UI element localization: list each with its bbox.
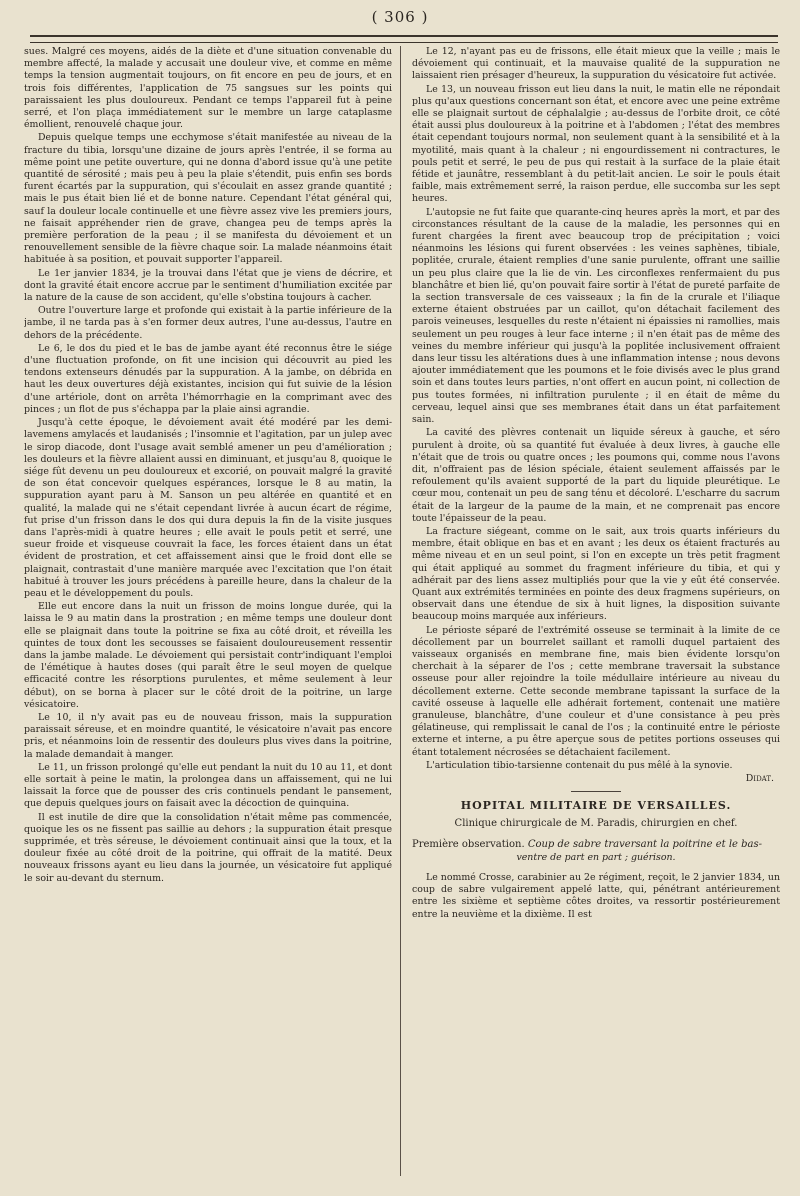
paragraph: Le 1er janvier 1834, je la trouvai dans l'état que je viens de décrire, et dont la gravité était encore accrue par le sentiment d'humiliation excitée par la nature de la cause de son accident, qu'elle s'obstina toujours à cacher. xyxy=(24,267,392,304)
paragraph: La cavité des plèvres contenait un liquide séreux à gauche, et séro purulent à droite, où sa quantité fut évaluée à deux livres, à gauche elle n'était que de trois ou quatre onces ; les poumons qui, comme nous l'avons dit, n'offraient pas de lésion spéciale, étaient seulement affaissés par le refoulement qu'ils avaient supporté de la part du liquide pleurétique. Le cœur mou, contenait un peu de sang ténu et décoloré. L'escharre du sacrum était de la largeur de la paume de la main, et ne comprenait pas encore toute l'épaisseur de la peau. xyxy=(412,427,780,524)
paragraph: Outre l'ouverture large et profonde qui existait à la partie inférieure de la jambe, il ne tarda pas à s'en former deux autres, l'une au-dessus, l'autre en dehors de la précédente. xyxy=(24,305,392,341)
observation-title: Coup de sabre traversant la poitrine et le bas- xyxy=(527,838,762,850)
signature: Didat. xyxy=(745,772,774,784)
paragraph: Le 12, n'ayant pas eu de frissons, elle était mieux que la veille ; mais le dévoiement qui continuait, et la mauvaise qualité de la suppuration ne laissaient rien présager d'heureux, la suppuration du vésicatoire fut activée. xyxy=(412,46,780,82)
paragraph: La fracture siégeant, comme on le sait, aux trois quarts inférieurs du membre, était oblique en bas et en avant ; les deux os étaient fracturés au même niveau et en un seul point, si l'on en excepte un très petit fragment qui était appliqué au sommet du fragment inférieure du tibia, et qui y adhérait par des liens assez multipliés pour que la vie y eût été conservée. Quant aux extrémités terminées en pointe des deux fragmens supérieurs, on observait dans une étendue de six à huit lignes, la disposition suivante beaucoup moins marquée aux inférieurs. xyxy=(412,525,780,623)
hospital-heading: HOPITAL MILITAIRE DE VERSAILLES. xyxy=(460,799,732,813)
observation-label: Première observation. xyxy=(412,838,525,850)
paragraph: Le nommé Crosse, carabinier au 2e régiment, reçoit, le 2 janvier 1834, un coup de sabre vulgairement appelé latte, qui, pénétrant antérieurement entre les sixième et septième côtes droites, va ressortir postérieurement entre la neuvième et la dixième. Il est xyxy=(412,872,780,920)
page-number: ( 306 ) xyxy=(371,8,429,26)
paragraph: Le périoste séparé de l'extrémité osseuse se terminait à la limite de ce décollement par un bourrelet saillant et ramolli duquel partaient des vaisseaux organisés en membrane fine, mais bien évidente lorsqu'on cherchait à la séparer de l'os ; cette membrane traversait la substance osseuse pour aller rejoindre la toile médullaire intérieure au niveau du décollement externe. Cette seconde membrane tapissant la surface de la cavité osseuse à laquelle elle adhérait fortement, contenait une matière granuleuse, blanchâtre, d'une couleur et d'une consistance à peu près gélatineuse, qui remplissait le canal de l'os ; la continuité entre le périoste externe et interne, a pu être aperçue sous de petites portions osseuses qui étant totalement nécrosées se détachaient facilement. xyxy=(412,624,780,758)
paragraph: Le 10, il n'y avait pas eu de nouveau frisson, mais la suppuration paraissait séreuse, et en moindre quantité, le vésicatoire n'avait pas encore pris, et néanmoins loin de ressentir des douleurs plus vives dans la poitrine, la malade demandait à manger. xyxy=(24,711,392,760)
right-column xyxy=(412,46,780,1186)
paragraph: L'articulation tibio-tarsienne contenait du pus mêlé à la synovie. xyxy=(426,759,733,771)
left-column xyxy=(24,46,392,1186)
column-divider xyxy=(400,46,401,1176)
clinic-subheading: Clinique chirurgicale de M. Paradis, chirurgien en chef. xyxy=(454,818,738,830)
paragraph: Le 13, un nouveau frisson eut lieu dans la nuit, le matin elle ne répondait plus qu'aux questions concernant son état, et encore avec une peine extrême elle se plaignait surtout de céphalalgie ; au-dessus de l'orbite droit, ce côté était aussi plus douloureux à la poitrine et à l'abdomen ; l'état des membres était cependant toujours normal, non seulement quant à la sensibilité et à la myotilité, mais quant à la chaleur ; ni engourdissement ni contractures, le pouls petit et serré, le peu de pus qui restait à la surface de la plaie était fétide et jaunâtre, ressemblant à du petit-lait ancien. Le soir le pouls était faible, mais extrêmement serré, la raison perdue, elle succomba sur les sept heures. xyxy=(412,83,780,205)
observation-heading xyxy=(412,839,780,851)
paragraph: Jusqu'à cette époque, le dévoiement avait été modéré par les demi-lavemens amylacés et laudanisés ; l'insomnie et l'agitation, par un julep avec le sirop diacode, dont l'usage avait semblé amener un peu d'amélioration ; les douleurs et la fièvre allaient aussi en diminuant, et jusqu'au 8, quoique le siége fût devenu un peu douloureux et excorié, on pouvait malgré la gravité de son état concevoir quelques espérances, lorsque le 8 au matin, la suppuration ayant paru à M. Sanson un peu altérée en quantité et en qualité, la malade qui ne s'était cependant livrée à aucun écart de régime, fut prise d'un frisson dans le dos qui dura depuis la fin de la visite jusques dans l'après-midi à quatre heures ; elle avait le pouls petit et serré, une sueur froide et visqueuse couvrait la face, les forces étaient dans un état évident de prostration, et cet affaissement ainsi que le froid dont elle se plaignait, contrastait d'une manière marquée avec l'excitation que l'on était habitué à trouver les jours précédens à pareille heure, dans la chaleur de la peau et le développement du pouls. xyxy=(24,417,392,599)
paragraph: Elle eut encore dans la nuit un frisson de moins longue durée, qui la laissa le 9 au matin dans la prostration ; en même temps une douleur dont elle se plaignait dans toute la poitrine se fixa au côté droit, et réveilla les quintes de toux dont les secousses se faisaient douloureusement ressentir dans la jambe malade. Le dévoiement qui persistait contr'indiquant l'emploi de l'émétique à hautes doses (qui paraît être le seul moyen de quelque efficacité contre les résorptions purulentes, et même seulement à leur début), on se borna à placer sur le côté droit de la poitrine, un large vésicatoire. xyxy=(24,601,392,710)
paragraph: Le 6, le dos du pied et le bas de jambe ayant été reconnus être le siége d'une fluctuation profonde, on fit une incision qui découvrit au pied les tendons extenseurs dénudés par la suppuration. A la jambe, on débrida en haut les deux ouvertures déjà existantes, incision qui fut suivie de la lésion d'une artériole, dont on arrêta l'hémorrhagie en la comprimant avec des pinces ; un flot de pus s'échappa par la plaie ainsi agrandie. xyxy=(24,342,392,415)
section-separator xyxy=(571,791,621,792)
paragraph: Depuis quelque temps une ecchymose s'était manifestée au niveau de la fracture du tibia, lorsqu'une dizaine de jours après l'entrée, il se forma au même point une petite ouverture, qui ne donna d'abord issue qu'à une petite quantité de sérosité ; mais peu à peu la plaie s'étendit, puis enfin ses bords furent écartés par la suppuration, qui s'écoulait en assez grande quantité ; mais le pus était bien lié et de bonne nature. Cependant l'état général qui, sauf la douleur locale continuelle et une fièvre assez vive les premiers jours, ne faisait appréhender rien de grave, changea peu de temps après la première perforation de la peau ; il se manifesta du dévoiement et un renouvellement sensible de la fièvre chaque soir. La malade néanmoins était habituée à sa position, et pouvait supporter l'appareil. xyxy=(24,132,392,266)
paragraph: L'autopsie ne fut faite que quarante-cinq heures après la mort, et par des circonstances résultant de la cause de la maladie, les personnes qui en furent chargées la firent avec beaucoup trop de précipitation ; voici néanmoins les lésions qui furent observées : les veines saphènes, tibiale, poplitée, crurale, étaient remplies d'une sanie purulente, offrant une saillie un peu plus claire que la lie de vin. Les circonflexes renfermaient du pus blanchâtre et bien lié, qu'on pouvait faire sortir à l'état de pureté parfaite de la section transversale de ces vaisseaux ; la fin de la crurale et l'iliaque externe étaient obstruées par un caillot, qu'on détachait facilement des parois veineuses, lesquelles du reste n'étaient ni épaissies ni ramollies, mais seulement un peu rouges à leur face interne ; il n'en était pas de même des veines du membre inférieur qui jusqu'à la poplitée inclusivement offraient dans leur tissu les altérations dues à une inflammation intense ; nous devons ajouter immédiatement que les poumons et le foie divisés avec le plus grand soin et dans toutes leurs parties, n'ont offert en aucun point, ni collection de pus toutes formées, ni infiltration purulente ; il en était de même du cerveau, lequel ainsi que ses membranes était dans un état parfaitement sain. xyxy=(412,206,780,426)
header-rule xyxy=(30,35,778,43)
observation-title-continued: ventre de part en part ; guérison. xyxy=(516,851,676,863)
paragraph: Il est inutile de dire que la consolidation n'était même pas commencée, quoique les os ne fissent pas saillie au dehors ; la suppuration était presque supprimée, et très séreuse, le dévoiement continuait ainsi que la toux, et la douleur fixée au côté droit de la poitrine, qui offrait de la matité. Deux nouveaux frissons ayant eu lieu dans la journée, un vésicatoire fut appliqué le soir au-devant du sternum. xyxy=(24,811,392,884)
paragraph: Le 11, un frisson prolongé qu'elle eut pendant la nuit du 10 au 11, et dont elle sortait à peine le matin, la prolongea dans un affaissement, qui ne lui laissait la force que de pousser des cris continuels pendant le pansement, que depuis quelques jours on faisait avec la décoction de quinquina. xyxy=(24,761,392,810)
paragraph: sues. Malgré ces moyens, aidés de la diète et d'une situation convenable du membre affecté, la malade y accusait une douleur vive, et comme en même temps la tension augmentait toujours, on fit encore en peu de jours, et en trois fois différentes, l'application de 75 sangsues sur les points qui paraissaient les plus douloureux. Pendant ce temps l'appareil fut à peine serré, et l'on plaça immédiatement sur le membre un large cataplasme émollient, renouvelé chaque jour. xyxy=(24,46,392,131)
